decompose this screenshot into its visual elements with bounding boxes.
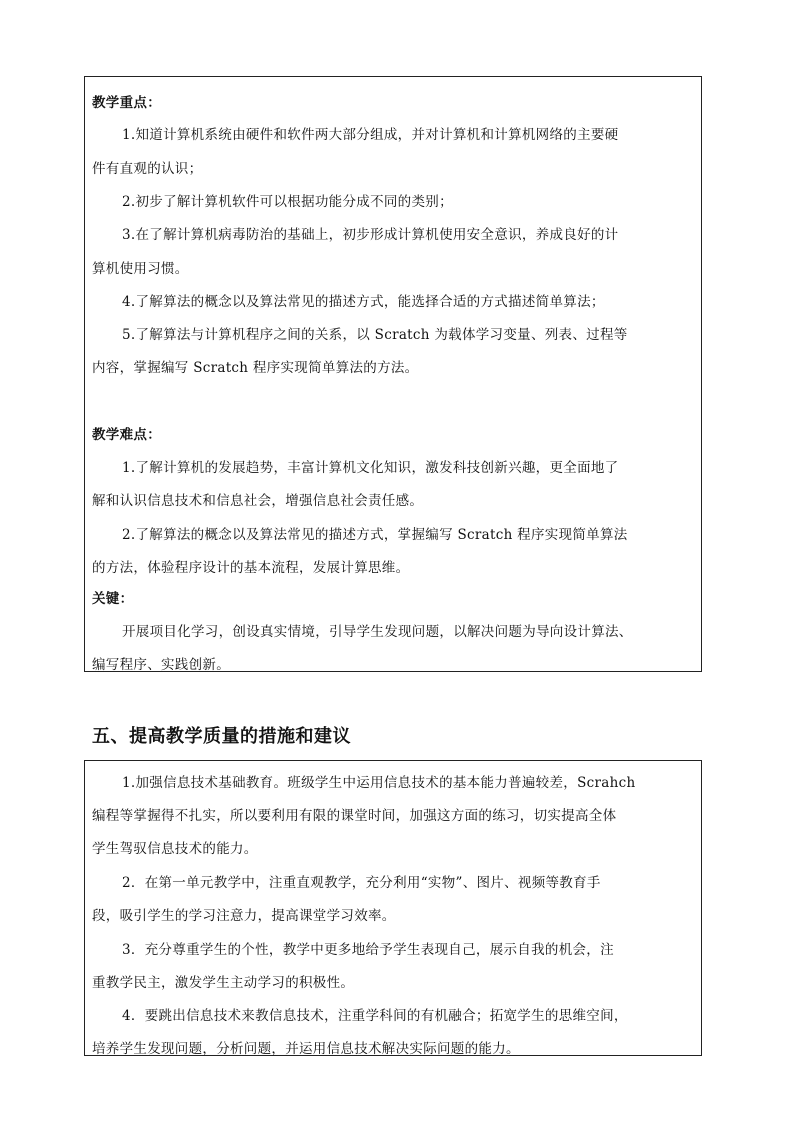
key-point-1-line-1: 1.知道计算机系统由硬件和软件两大部分组成，并对计算机和计算机网络的主要硬 (122, 127, 619, 143)
measure-4-line-2: 培养学生发现问题，分析问题，并运用信息技术解决实际问题的能力。 (92, 1041, 520, 1057)
measure-2-line-1: 2．在第一单元教学中，注重直观教学，充分利用“实物”、图片、视频等教育手 (122, 875, 601, 891)
key-line-1: 开展项目化学习，创设真实情境，引导学生发现问题，以解决问题为导向设计算法、 (122, 624, 633, 640)
key-heading: 关键： (92, 591, 134, 607)
measure-4-line-1: 4．要跳出信息技术来教信息技术，注重学科间的有机融合；拓宽学生的思维空间， (122, 1008, 628, 1024)
measure-1-line-2: 编程等掌握得不扎实，所以要利用有限的课堂时间，加强这方面的练习，切实提高全体 (92, 808, 617, 824)
section-title: 五、提高教学质量的措施和建议 (92, 726, 351, 747)
difficulty-1-line-2: 解和认识信息技术和信息社会，增强信息社会责任感。 (92, 493, 424, 509)
teaching-focus-box (84, 76, 702, 672)
measures-box (84, 760, 702, 1056)
difficulty-2-line-2: 的方法，体验程序设计的基本流程，发展计算思维。 (92, 560, 410, 576)
key-point-2: 2.初步了解计算机软件可以根据功能分成不同的类别； (122, 194, 453, 210)
key-point-5-line-1: 5.了解算法与计算机程序之间的关系，以 Scratch 为载体学习变量、列表、过程等 (122, 327, 628, 343)
measure-3-line-1: 3．充分尊重学生的个性，教学中更多地给予学生表现自己，展示自我的机会，注 (122, 942, 614, 958)
difficulty-1-line-1: 1.了解计算机的发展趋势，丰富计算机文化知识，激发科技创新兴趣，更全面地了 (122, 460, 619, 476)
measure-3-line-2: 重教学民主，激发学生主动学习的积极性。 (92, 975, 355, 991)
key-point-3-line-1: 3.在了解计算机病毒防治的基础上，初步形成计算机使用安全意识，养成良好的计 (122, 227, 619, 243)
difficulty-2-line-1: 2.了解算法的概念以及算法常见的描述方式，掌握编写 Scratch 程序实现简单算法 (122, 527, 628, 543)
key-point-3-line-2: 算机使用习惯。 (92, 261, 189, 277)
key-point-1-line-2: 件有直观的认识； (92, 161, 203, 177)
measure-2-line-2: 段，吸引学生的学习注意力，提高课堂学习效率。 (92, 908, 396, 924)
measure-1-line-1: 1.加强信息技术基础教育。班级学生中运用信息技术的基本能力普遍较差，Scrahch (122, 775, 636, 791)
key-point-5-line-2: 内容，掌握编写 Scratch 程序实现简单算法的方法。 (92, 360, 419, 376)
key-point-4: 4.了解算法的概念以及算法常见的描述方式，能选择合适的方式描述简单算法； (122, 294, 605, 310)
measure-1-line-3: 学生驾驭信息技术的能力。 (92, 841, 258, 857)
key-line-2: 编写程序、实践创新。 (92, 657, 230, 673)
difficulties-heading: 教学难点： (92, 427, 161, 443)
key-points-heading: 教学重点： (92, 95, 161, 111)
